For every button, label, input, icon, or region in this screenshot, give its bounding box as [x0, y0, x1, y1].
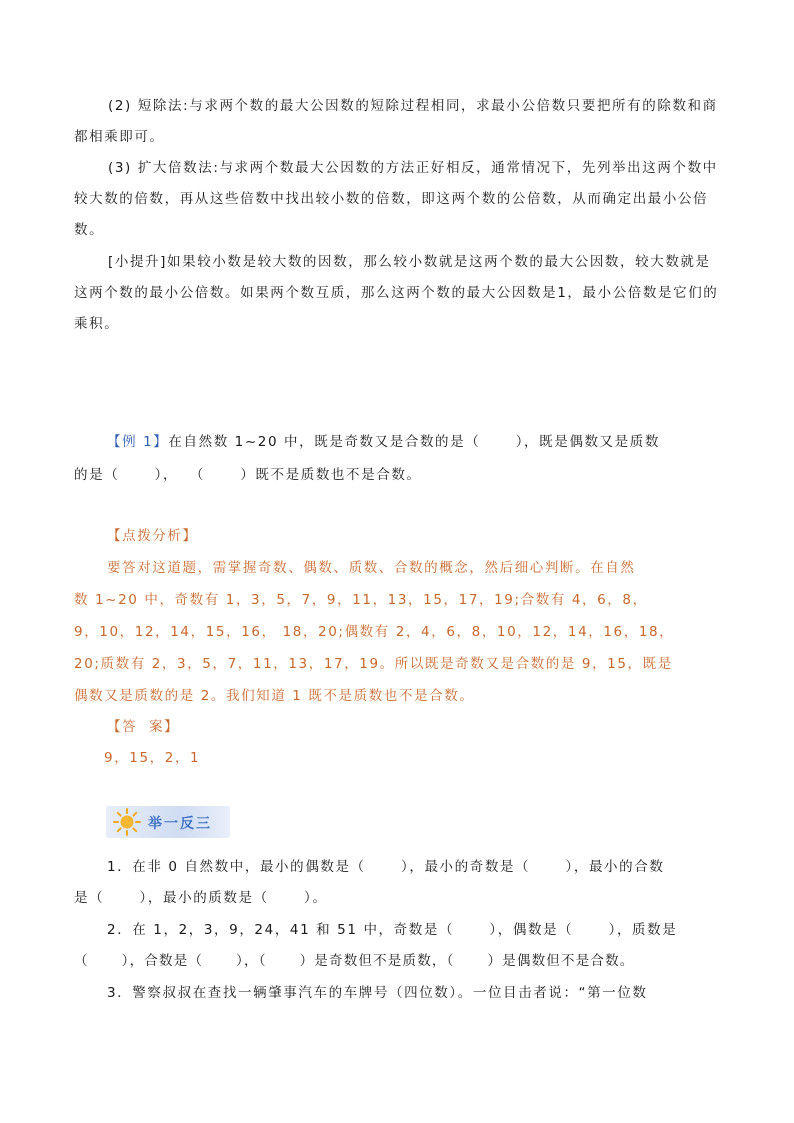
sun-icon: [112, 807, 142, 837]
question-3-line-1: 3．警察叔叔在查找一辆肇事汽车的车牌号（四位数）。一位目击者说：“第一位数: [107, 985, 648, 1001]
analysis-line: 9，10，12，14，15，16， 18，20;偶数有 2，4，6，8，10，12，14，16，18，: [74, 624, 675, 640]
analysis-heading: 【点拨分析】: [107, 528, 198, 544]
analysis-line: 数 1~20 中，奇数有 1，3，5，7，9，11，13，15，17，19;合数有 4，6，8，: [74, 592, 648, 608]
tip-paragraph: [小提升]如果较小数是较大数的因数，那么较小数就是这两个数的最大公因数，较大数就是这两个数的最小公倍数。如果两个数互质，那么这两个数的最大公因数是1，最小公倍数是它们的乘积。: [74, 254, 719, 332]
example-line-2: 的是（ ）， （ ）既不是质数也不是合数。: [74, 467, 422, 483]
example-question: [107, 430, 660, 450]
answer-value: 9，15，2，1: [104, 750, 201, 766]
question-2-line-1: 2．在 1，2，3，9，24，41 和 51 中，奇数是（ ），偶数是（ ），质数是: [107, 922, 678, 938]
example-line-1: 在自然数 1~20 中，既是奇数又是合数的是（ ），既是偶数又是质数: [168, 434, 660, 450]
practice-banner-title: 举一反三: [148, 816, 212, 832]
analysis-line: 偶数又是质数的是 2。我们知道 1 既不是质数也不是合数。: [74, 688, 475, 704]
analysis-line: 20;质数有 2，3，5，7，11，13，17，19。所以既是奇数又是合数的是 9，15，既是: [74, 656, 673, 672]
question-1-line-1: 1．在非 0 自然数中，最小的偶数是（ ），最小的奇数是（ ），最小的合数: [107, 859, 665, 875]
method-short-division: (2) 短除法:与求两个数的最大公因数的短除过程相同，求最小公倍数只要把所有的除数和商都相乘即可。: [74, 98, 718, 145]
example-label: 【例 1】: [107, 434, 169, 450]
analysis-line: 要答对这道题，需掌握奇数、偶数、质数、合数的概念，然后细心判断。在自然: [107, 560, 636, 576]
answer-heading: 【答 案】: [107, 719, 180, 735]
method-expand-multiple: (3) 扩大倍数法:与求两个数最大公因数的方法正好相反，通常情况下，先列举出这两个数中较大数的倍数，再从这些倍数中找出较小数的倍数，即这两个数的公倍数，从而确定出最小公倍数。: [74, 160, 718, 238]
question-1-line-2: 是（ ），最小的质数是（ ）。: [74, 890, 328, 906]
question-2-line-2: （ ），合数是（ ），（ ）是奇数但不是质数，（ ）是偶数但不是合数。: [74, 953, 635, 969]
